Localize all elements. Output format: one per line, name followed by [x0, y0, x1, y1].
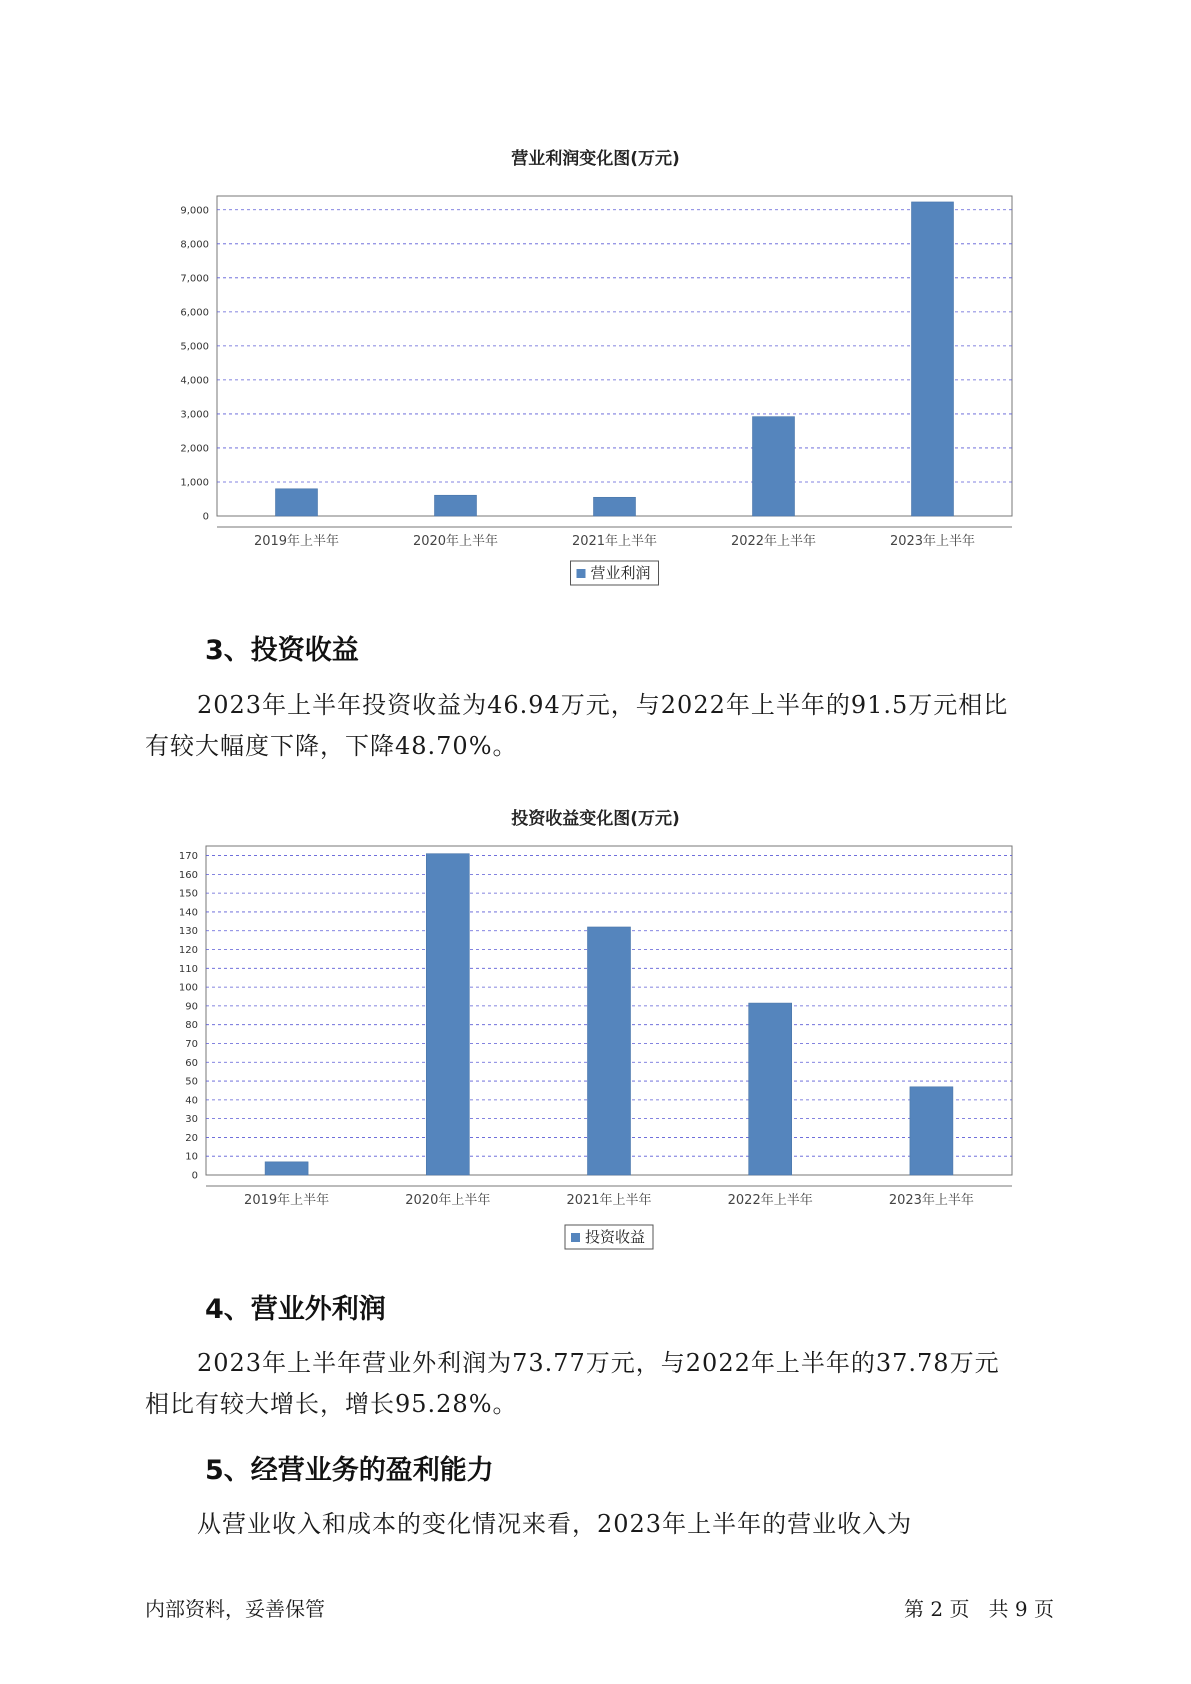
section-5-line1: 从营业收入和成本的变化情况来看，2023年上半年的营业收入为 [197, 1510, 913, 1538]
y-tick-label: 120 [178, 945, 198, 957]
x-tick-label: 2022年上半年 [730, 534, 817, 549]
bar [426, 854, 469, 1175]
chart1-title: 营业利润变化图(万元) [511, 149, 680, 169]
x-tick-label: 2020年上半年 [412, 534, 499, 549]
y-tick-label: 7,000 [180, 273, 209, 285]
section-4-heading: 4、营业外利润 [205, 1294, 386, 1325]
y-tick-label: 90 [185, 1001, 198, 1013]
bar [435, 495, 477, 516]
x-tick-label: 2019年上半年 [253, 534, 340, 549]
x-tick-label: 2019年上半年 [244, 1193, 330, 1208]
y-tick-label: 60 [185, 1057, 198, 1069]
section-3-heading: 3、投资收益 [205, 635, 359, 666]
section-3-line1: 2023年上半年投资收益为46.94万元，与2022年上半年的91.5万元相比 [197, 691, 1009, 719]
y-tick-label: 40 [185, 1095, 198, 1107]
y-tick-label: 30 [185, 1114, 198, 1126]
y-tick-label: 80 [185, 1020, 198, 1032]
bar [588, 927, 631, 1175]
x-tick-label: 2021年上半年 [571, 534, 658, 549]
y-tick-label: 130 [178, 926, 198, 938]
y-tick-label: 8,000 [180, 239, 209, 251]
y-tick-label: 170 [178, 851, 198, 863]
legend-label: 投资收益 [585, 1228, 646, 1246]
section-3-line2: 有较大幅度下降，下降48.70%。 [145, 732, 518, 760]
x-tick-label: 2022年上半年 [727, 1193, 813, 1208]
bar [276, 489, 318, 516]
y-tick-label: 0 [202, 511, 209, 523]
section-4-line1: 2023年上半年营业外利润为73.77万元，与2022年上半年的37.78万元 [197, 1349, 1000, 1377]
legend-swatch [571, 1233, 580, 1242]
y-tick-label: 150 [178, 888, 198, 900]
y-tick-label: 5,000 [180, 341, 209, 353]
y-tick-label: 9,000 [180, 205, 209, 217]
y-tick-label: 110 [178, 963, 198, 975]
y-tick-label: 20 [185, 1132, 198, 1144]
y-tick-label: 140 [178, 907, 198, 919]
bar [910, 1087, 953, 1175]
y-tick-label: 1,000 [180, 477, 209, 489]
bar [594, 497, 636, 516]
investment-income-chart [0, 840, 1191, 1260]
bar [265, 1162, 308, 1175]
chart2-title: 投资收益变化图(万元) [511, 809, 680, 829]
y-tick-label: 160 [178, 869, 198, 881]
y-tick-label: 4,000 [180, 375, 209, 387]
x-tick-label: 2021年上半年 [566, 1193, 652, 1208]
y-tick-label: 6,000 [180, 307, 209, 319]
section-4-line2: 相比有较大增长，增长95.28%。 [145, 1390, 518, 1418]
y-tick-label: 2,000 [180, 443, 209, 455]
bar [749, 1003, 792, 1175]
legend-swatch [577, 569, 586, 578]
x-tick-label: 2023年上半年 [888, 1193, 974, 1208]
bar [912, 202, 954, 516]
operating-profit-chart [0, 180, 1191, 620]
footer-confidential-note: 内部资料，妥善保管 [145, 1597, 325, 1621]
x-tick-label: 2023年上半年 [889, 534, 976, 549]
y-tick-label: 10 [185, 1151, 198, 1163]
footer-page-number: 第 2 页 共 9 页 [904, 1597, 1054, 1621]
section-4-paragraph [145, 1343, 1065, 1425]
section-5-paragraph [145, 1504, 1065, 1545]
y-tick-label: 3,000 [180, 409, 209, 421]
y-tick-label: 0 [191, 1170, 198, 1182]
y-tick-label: 50 [185, 1076, 198, 1088]
y-tick-label: 70 [185, 1038, 198, 1050]
x-tick-label: 2020年上半年 [405, 1193, 491, 1208]
bar [753, 417, 795, 516]
legend-label: 营业利润 [590, 564, 651, 582]
y-tick-label: 100 [178, 982, 198, 994]
section-3-paragraph [145, 685, 1065, 767]
section-5-heading: 5、经营业务的盈利能力 [205, 1455, 494, 1486]
